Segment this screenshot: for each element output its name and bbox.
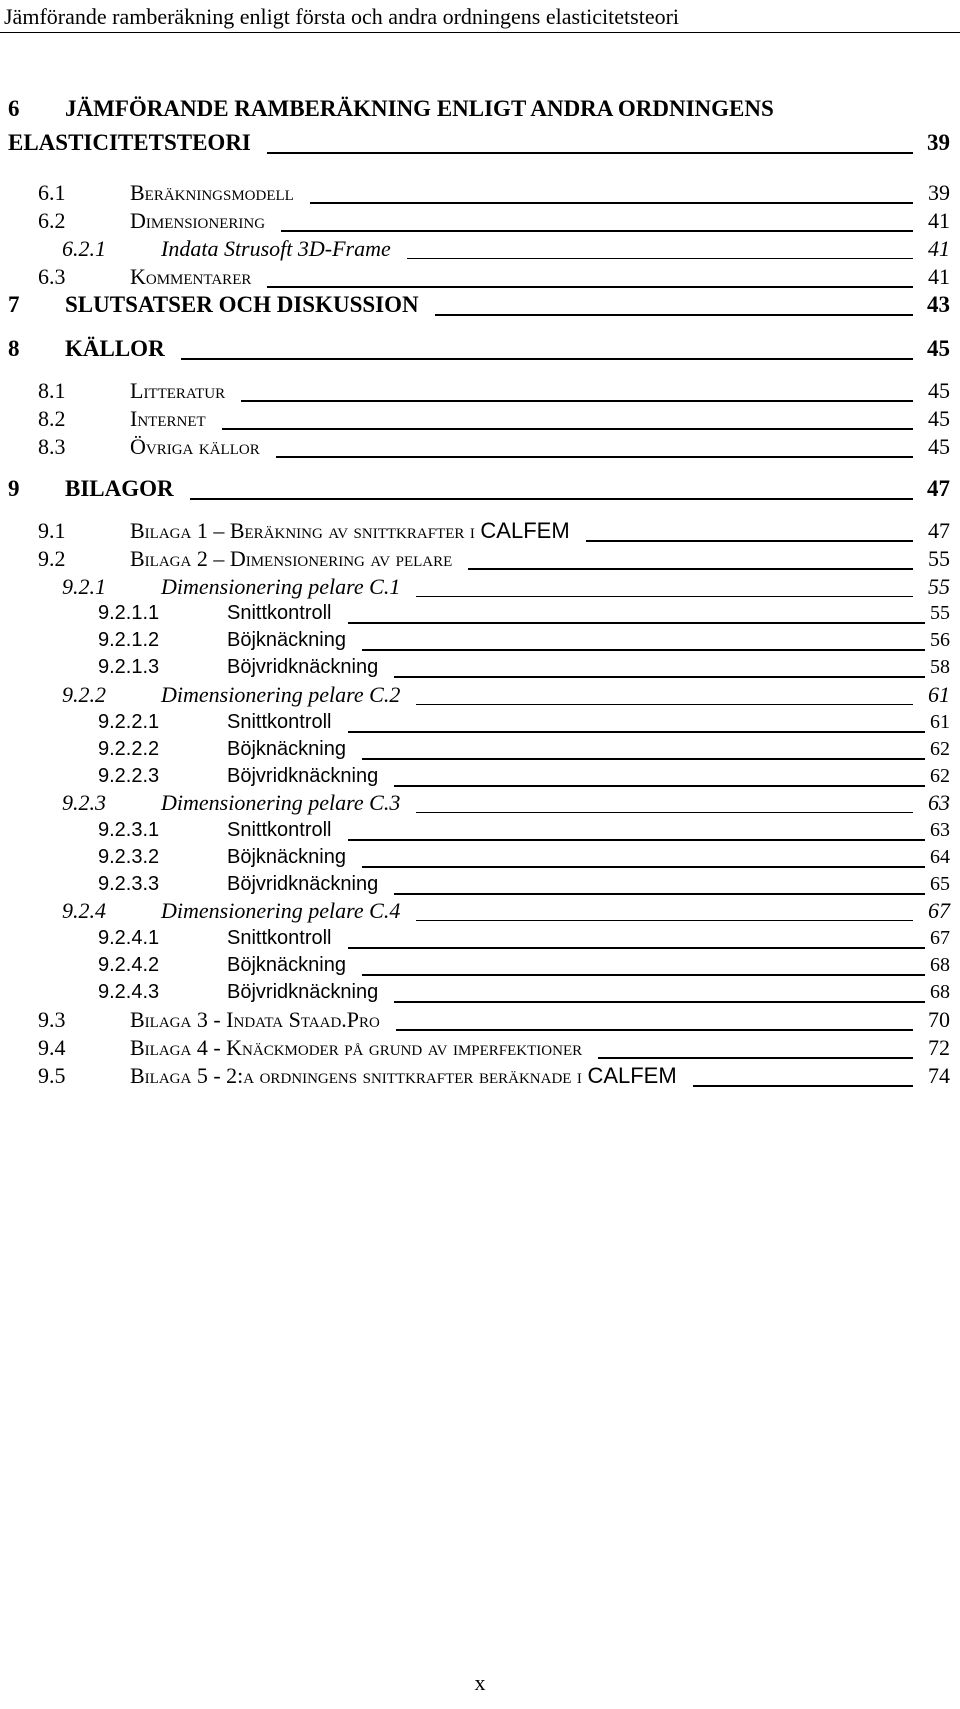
- toc-entry-page: 70: [928, 1007, 950, 1032]
- toc-entry-title: Litteratur: [130, 378, 226, 403]
- toc-entry-page: 64: [930, 846, 950, 868]
- toc-entry-title: Bilaga 2 – Dimensionering av pelare: [130, 546, 453, 571]
- toc-entry-page: 45: [928, 434, 950, 459]
- toc-leader-line: [348, 947, 925, 949]
- toc-entry-title: BILAGOR: [65, 476, 174, 501]
- toc-entry-page: 63: [928, 790, 950, 815]
- toc-entry-title: Böjvridknäckning: [227, 765, 379, 787]
- toc-entry-page: 58: [930, 656, 950, 678]
- toc-entry-number: 9.2.4.3: [98, 981, 160, 1003]
- toc-leader-line: [416, 596, 913, 597]
- toc-entry-page: 67: [928, 898, 950, 923]
- toc-leader-line: [394, 676, 925, 678]
- toc-leader-line: [396, 1029, 913, 1031]
- toc-entry-title: Bilaga 3 - Indata Staad.Pro: [130, 1007, 380, 1032]
- toc-entry-title: JÄMFÖRANDE RAMBERÄKNING ENLIGT ANDRA ORDNINGENS: [65, 96, 774, 121]
- toc-entry-title: Dimensionering pelare C.1: [161, 574, 401, 599]
- toc-entry-number: 6: [8, 96, 20, 121]
- toc-leader-line: [394, 1001, 925, 1003]
- toc-leader-line: [348, 839, 925, 841]
- toc-entry-number: 6.2: [38, 208, 66, 233]
- toc-entry-title: Snittkontroll: [227, 927, 332, 949]
- toc-entry-title: Indata Strusoft 3D-Frame: [161, 236, 391, 261]
- toc-entry-number: 9.2.4.2: [98, 954, 160, 976]
- toc-entry-title: Kommentarer: [130, 264, 252, 289]
- toc-leader-line: [416, 812, 913, 813]
- toc-leader-line: [362, 866, 925, 868]
- toc-entry-number: 9.2.2: [62, 682, 106, 707]
- toc-entry-title: Böjknäckning: [227, 846, 346, 868]
- toc-entry-page: 72: [928, 1035, 950, 1060]
- toc-entry-title: Övriga källor: [130, 434, 260, 459]
- toc-leader-line: [362, 758, 925, 760]
- toc-entry-page: 62: [930, 765, 950, 787]
- toc-leader-line: [416, 704, 913, 705]
- toc-leader-line: [586, 540, 913, 542]
- toc-leader-line: [267, 152, 913, 154]
- toc-entry-page: 62: [930, 738, 950, 760]
- toc-entry-page: 74: [928, 1063, 950, 1088]
- toc-leader-line: [348, 622, 925, 624]
- toc-entry-number: 9: [8, 476, 20, 501]
- toc-leader-line: [468, 568, 913, 570]
- toc-entry-title: Dimensionering pelare C.4: [161, 898, 401, 923]
- toc-entry-page: 39: [927, 130, 950, 155]
- toc-entry-title: Böjknäckning: [227, 738, 346, 760]
- toc-leader-line: [310, 202, 913, 204]
- toc-entry-number: 9.2.1.3: [98, 656, 160, 678]
- toc-entry-title: Bilaga 5 - 2:a ordningens snittkrafter beräknade i CALFEM: [130, 1063, 677, 1088]
- toc-entry-title: Snittkontroll: [227, 819, 332, 841]
- toc-entry-title: Böjknäckning: [227, 954, 346, 976]
- toc-entry-title: Internet: [130, 406, 206, 431]
- toc-entry-page: 41: [928, 236, 950, 261]
- toc-entry-page: 68: [930, 981, 950, 1003]
- toc-entry-number: 9.2.1.2: [98, 629, 160, 651]
- toc-entry[interactable]: [0, 434, 960, 468]
- toc-entry-title-continued: ELASTICITETSTEORI: [8, 130, 251, 155]
- toc-leader-line: [181, 358, 913, 360]
- toc-leader-line: [693, 1085, 913, 1087]
- toc-entry-page: 45: [927, 336, 950, 361]
- toc-entry-title: Bilaga 1 – Beräkning av snittkrafter i CALFEM: [130, 518, 570, 543]
- toc-entry[interactable]: [0, 336, 960, 370]
- toc-entry-number: 9.2: [38, 546, 66, 571]
- toc-entry[interactable]: [0, 476, 960, 510]
- toc-entry-page: 43: [927, 292, 950, 317]
- toc-leader-line: [267, 286, 913, 288]
- page-number: x: [474, 1670, 486, 1695]
- toc-leader-line: [281, 230, 913, 232]
- toc-leader-line: [348, 731, 925, 733]
- toc-entry-number: 9.5: [38, 1063, 66, 1088]
- toc-entry-title: Böjvridknäckning: [227, 981, 379, 1003]
- toc-entry-page: 47: [927, 476, 950, 501]
- toc-entry-title: Böjvridknäckning: [227, 873, 379, 895]
- toc-entry-number: 9.3: [38, 1007, 66, 1032]
- toc-entry-number: 9.2.1: [62, 574, 106, 599]
- toc-entry-title: Dimensionering pelare C.3: [161, 790, 401, 815]
- toc-entry-page: 55: [928, 546, 950, 571]
- toc-entry-page: 56: [930, 629, 950, 651]
- toc-entry-number: 9.2.2.2: [98, 738, 160, 760]
- toc-leader-line: [222, 428, 913, 430]
- toc-entry-page: 47: [928, 518, 950, 543]
- toc-leader-line: [241, 400, 913, 402]
- toc-entry-title: Snittkontroll: [227, 711, 332, 733]
- toc-entry[interactable]: [0, 292, 960, 326]
- toc-entry-page: 41: [928, 264, 950, 289]
- toc-entry-number: 9.2.4: [62, 898, 106, 923]
- toc-entry-title: Böjknäckning: [227, 629, 346, 651]
- toc-leader-line: [435, 314, 913, 316]
- toc-entry-title: Bilaga 4 - Knäckmoder på grund av imperfektioner: [130, 1035, 583, 1060]
- toc-entry-page: 63: [930, 819, 950, 841]
- toc-entry-page: 61: [930, 711, 950, 733]
- toc-entry-title: KÄLLOR: [65, 336, 165, 361]
- running-header: Jämförande ramberäkning enligt första och andra ordningens elasticitetsteori: [4, 4, 680, 29]
- toc-entry[interactable]: [0, 1063, 960, 1097]
- toc-entry-page: 65: [930, 873, 950, 895]
- toc-leader-line: [276, 456, 913, 458]
- toc-leader-line: [190, 498, 913, 500]
- toc-entry-title: Dimensionering: [130, 208, 266, 233]
- toc-entry-number: 9.2.2.3: [98, 765, 160, 787]
- toc-leader-line: [362, 974, 925, 976]
- toc-leader-line: [416, 920, 913, 921]
- toc-entry-number: 9.4: [38, 1035, 66, 1060]
- toc-entry-title: Beräkningsmodell: [130, 180, 294, 205]
- toc-entry-number: 6.3: [38, 264, 66, 289]
- toc-entry-number: 9.2.1.1: [98, 602, 160, 624]
- toc-entry-title: Snittkontroll: [227, 602, 332, 624]
- toc-entry[interactable]: [0, 96, 960, 160]
- toc-entry-page: 39: [928, 180, 950, 205]
- toc-entry-number: 9.1: [38, 518, 66, 543]
- toc-entry-page: 61: [928, 682, 950, 707]
- toc-leader-line: [362, 649, 925, 651]
- toc-leader-line: [598, 1057, 913, 1059]
- toc-entry-number: 9.2.4.1: [98, 927, 160, 949]
- toc-entry-number: 6.1: [38, 180, 66, 205]
- toc-entry-number: 8.3: [38, 434, 66, 459]
- toc-entry-number: 9.2.3.1: [98, 819, 160, 841]
- toc-entry-page: 55: [930, 602, 950, 624]
- toc-entry-number: 6.2.1: [62, 236, 106, 261]
- toc-entry-number: 9.2.2.1: [98, 711, 160, 733]
- toc-entry-page: 45: [928, 378, 950, 403]
- toc-entry-page: 41: [928, 208, 950, 233]
- toc-entry-number: 9.2.3: [62, 790, 106, 815]
- toc-entry-page: 45: [928, 406, 950, 431]
- toc-entry-title: Böjvridknäckning: [227, 656, 379, 678]
- toc-entry-number: 8.2: [38, 406, 66, 431]
- toc-leader-line: [394, 893, 925, 895]
- toc-entry-title: Dimensionering pelare C.2: [161, 682, 401, 707]
- toc-entry-number: 7: [8, 292, 20, 317]
- toc-entry-title: SLUTSATSER OCH DISKUSSION: [65, 292, 419, 317]
- toc-entry-page: 67: [930, 927, 950, 949]
- toc-leader-line: [394, 785, 925, 787]
- toc-entry-page: 55: [928, 574, 950, 599]
- toc-entry-number: 8: [8, 336, 20, 361]
- toc-leader-line: [407, 258, 913, 259]
- toc-entry-number: 9.2.3.3: [98, 873, 160, 895]
- toc-entry-number: 9.2.3.2: [98, 846, 160, 868]
- toc-entry-page: 68: [930, 954, 950, 976]
- toc-entry-number: 8.1: [38, 378, 66, 403]
